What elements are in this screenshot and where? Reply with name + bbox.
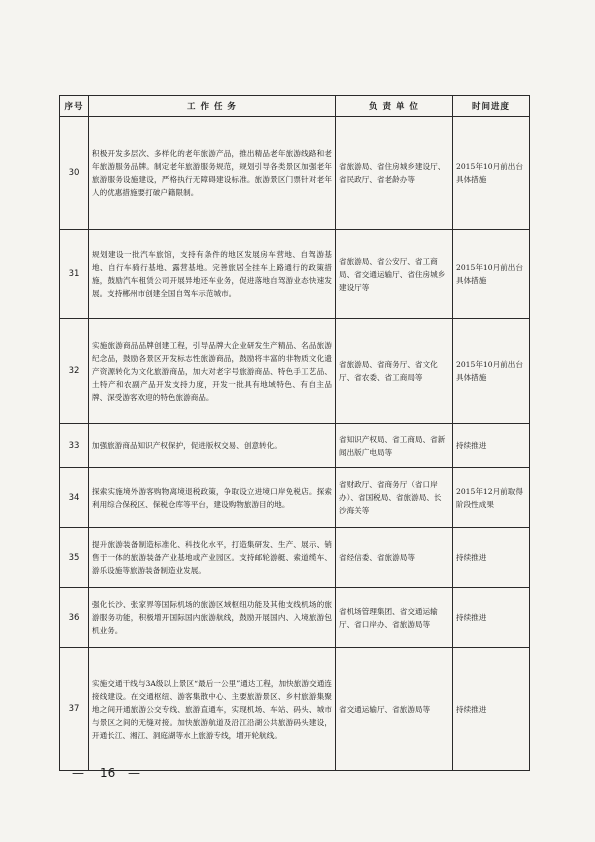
row-no: 32	[60, 319, 89, 424]
table-row	[60, 319, 530, 424]
row-no: 31	[60, 230, 89, 319]
row-task: 规划建设一批汽车旅馆，支持有条件的地区发展房车营地、自驾游基地、自行车骑行基地、露营基地。完善旅居全挂车上路通行的政策措施，鼓励汽车租赁公司开展异地还车业务，促进落地自驾游业态快速发展。支持郴州市创建全国自驾车示范城市。	[89, 230, 336, 319]
row-unit: 省旅游局、省公安厅、省工商局、省交通运输厅、省住房城乡建设厅等	[336, 230, 453, 319]
row-no: 30	[60, 117, 89, 230]
row-unit: 省机场管理集团、省交通运输厅、省口岸办、省旅游局等	[336, 588, 453, 648]
table-row	[60, 468, 530, 528]
table-row	[60, 230, 530, 319]
row-time: 持续推进	[453, 648, 530, 771]
header-unit: 负 责 单 位	[336, 96, 453, 117]
table-row	[60, 588, 530, 648]
row-task: 实施旅游商品品牌创建工程，引导品牌大企业研发生产精品、名品旅游纪念品，鼓励各景区开发标志性旅游商品，鼓励将丰富的非物质文化遗产资源转化为文化旅游商品，加大对老字号旅游商品、特色手工艺品、土特产和农副产品开发支持力度，开发一批具有地域特色、有自主品牌、深受游客欢迎的特色旅游商品。	[89, 319, 336, 424]
row-unit: 省旅游局、省商务厅、省文化厅、省农委、省工商局等	[336, 319, 453, 424]
table-row	[60, 117, 530, 230]
row-task: 提升旅游装备制造标准化、科技化水平，打造集研发、生产、展示、销售于一体的旅游装备产业基地或产业园区。支持邮轮游艇、索道缆车、游乐设施等旅游装备制造业发展。	[89, 528, 336, 588]
row-unit: 省旅游局、省住房城乡建设厅、省民政厅、省老龄办等	[336, 117, 453, 230]
row-unit: 省知识产权局、省工商局、省新闻出版广电局等	[336, 424, 453, 468]
row-unit: 省经信委、省旅游局等	[336, 528, 453, 588]
table-header-row	[60, 96, 530, 117]
row-no: 36	[60, 588, 89, 648]
row-time: 持续推进	[453, 528, 530, 588]
row-time: 持续推进	[453, 424, 530, 468]
header-no: 序号	[60, 96, 89, 117]
footer-dash-left: —	[72, 766, 84, 780]
row-task: 强化长沙、张家界等国际机场的旅游区域枢纽功能及其他支线机场的旅游服务功能，积极增开国际国内旅游航线，鼓励开展国内、入境旅游包机业务。	[89, 588, 336, 648]
row-no: 37	[60, 648, 89, 771]
row-task: 探索实施境外游客购物离境退税政策，争取设立进境口岸免税店。探索利用综合保税区、保税仓库等平台，建设购物旅游目的地。	[89, 468, 336, 528]
footer-dash-right: —	[128, 766, 140, 780]
row-time: 2015年12月前取得阶段性成果	[453, 468, 530, 528]
row-task: 加强旅游商品知识产权保护，促进版权交易、创意转化。	[89, 424, 336, 468]
row-time: 2015年10月前出台具体措施	[453, 230, 530, 319]
page-number: 16	[100, 766, 116, 780]
row-task: 实施交通干线与3A级以上景区“最后一公里”通达工程，加快旅游交通连接线建设。在交通枢纽、游客集散中心、主要旅游景区、乡村旅游集聚地之间开通旅游公交专线、旅游直通车，实现机场、车站、码头、城市与景区之间的无缝对接。加快旅游航道及沿江沿湖公共旅游码头建设，开通长江、湘江、洞庭湖等水上旅游专线，增开轮航线。	[89, 648, 336, 771]
header-task: 工 作 任 务	[89, 96, 336, 117]
header-time: 时间进度	[453, 96, 530, 117]
row-unit: 省交通运输厅、省旅游局等	[336, 648, 453, 771]
row-unit: 省财政厅、省商务厅（省口岸办）、省国税局、省旅游局、长沙海关等	[336, 468, 453, 528]
row-time: 持续推进	[453, 588, 530, 648]
row-task: 积极开发多层次、多样化的老年旅游产品，推出精品老年旅游线路和老年旅游服务品牌。制定老年旅游服务规范，规划引导各类景区加强老年旅游服务设施建设，严格执行无障碍建设标准。旅游景区门票针对老年人的优惠措施要打破户籍限制。	[89, 117, 336, 230]
row-no: 33	[60, 424, 89, 468]
table-row	[60, 648, 530, 771]
table-row	[60, 528, 530, 588]
row-time: 2015年10月前出台具体措施	[453, 319, 530, 424]
table-row	[60, 424, 530, 468]
row-no: 35	[60, 528, 89, 588]
task-table	[59, 95, 530, 771]
row-time: 2015年10月前出台具体措施	[453, 117, 530, 230]
row-no: 34	[60, 468, 89, 528]
